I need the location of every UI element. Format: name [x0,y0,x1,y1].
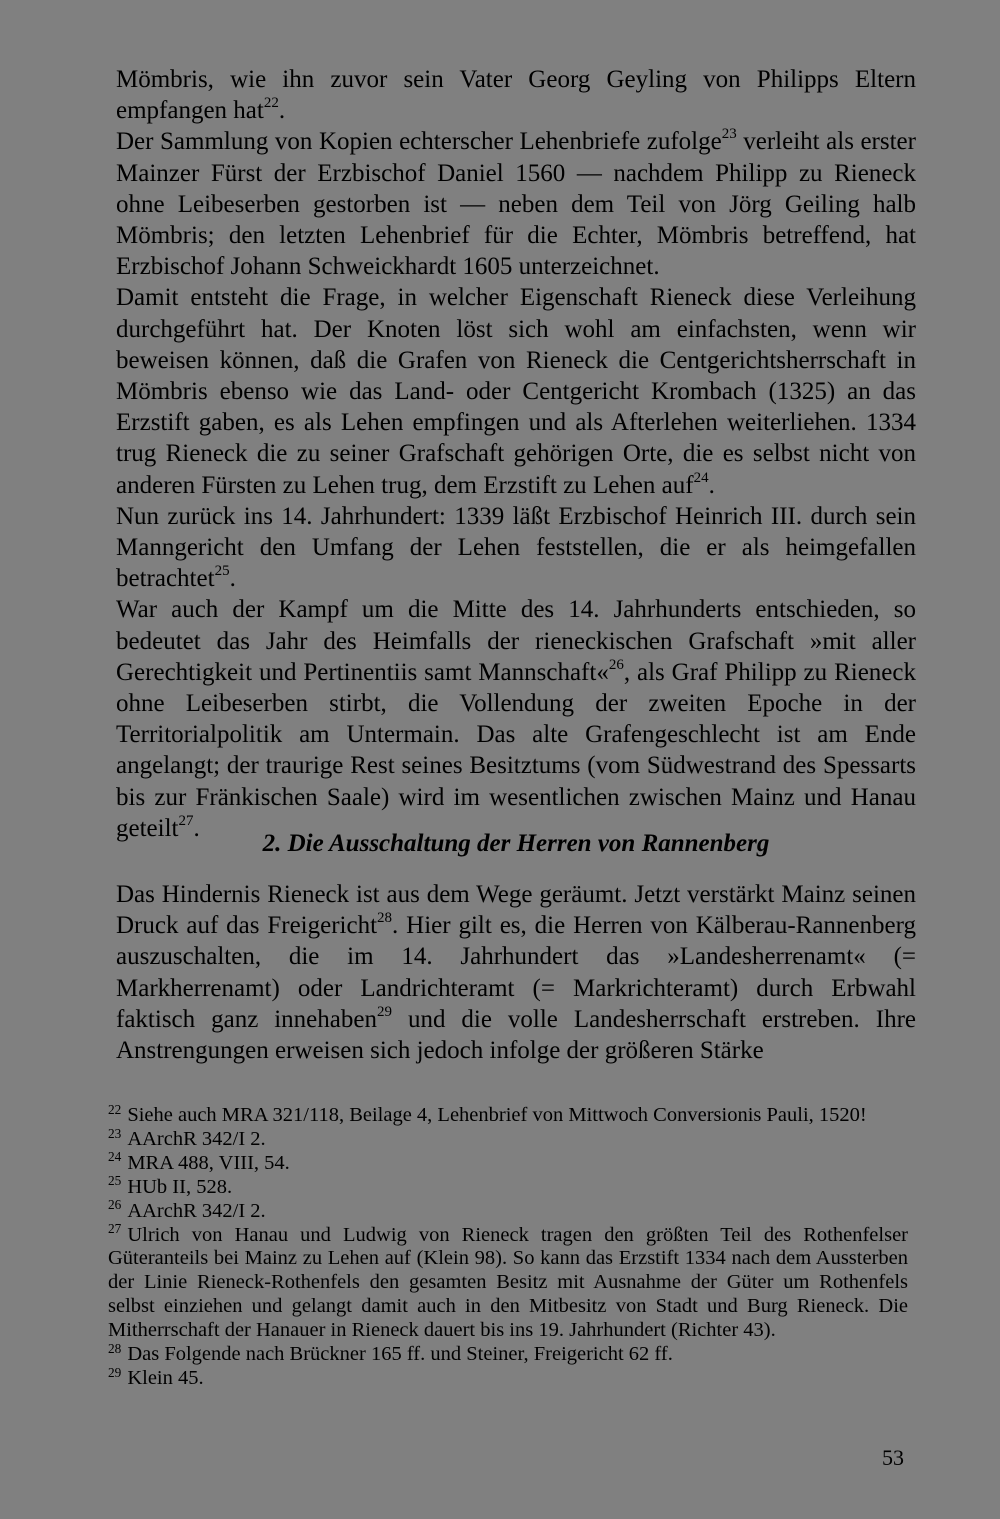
footnote-text: AArchR 342/I 2. [127,1127,266,1150]
footnotes [108,1101,908,1391]
text-segment: . [193,814,200,842]
text-segment: Nun zurück ins 14. Jahrhundert: 1339 läßt Erzbischof Heinrich III. durch sein Manngericht den Umfang der Lehen feststellen, die er als heimgefallen betrachtet [116,502,916,593]
section-heading: 2. Die Ausschaltung der Herren von Rannenberg [262,830,770,857]
footnote-text: AArchR 342/I 2. [127,1199,266,1222]
page-number: 53 [882,1445,904,1470]
footnote-number: 24 [108,1149,122,1165]
footnote [108,1149,908,1176]
text-segment: . [229,565,236,593]
paragraph [116,501,916,595]
text-segment: . Hier gilt es, die Herren von Kälberau-Rannenberg auszuschalten, die im 14. Jahrhundert das »Landesherrenamt« (= Markherrenamt) oder Landrichteramt (= Markrichteramt) durch Erbwahl faktisch ganz innehaben [116,912,916,1033]
body-text-bottom [116,879,916,1066]
paragraph [116,594,916,844]
footnote-number: 27 [108,1221,122,1237]
footnote-number: 22 [108,1101,122,1117]
footnote [108,1340,908,1367]
footnote-ref: 27 [178,812,194,829]
text-segment: War auch der Kampf um die Mitte des 14. Jahrhunderts entschieden, so bedeutet das Jahr des Heimfalls der rieneckischen Grafschaft »mit aller Gerechtigkeit und Pertinentiis samt Mannschaft« [116,596,916,686]
footnote-ref: 26 [608,656,624,673]
footnote [108,1221,908,1344]
footnote-ref: 24 [693,469,709,486]
footnote-text: Das Folgende nach Brückner 165 ff. und Steiner, Freigericht 62 ff. [127,1343,673,1366]
text-segment: Der Sammlung von Kopien echterscher Lehenbriefe zufolge [116,128,722,156]
footnote-number: 25 [108,1173,122,1189]
footnote [108,1173,908,1200]
text-segment: , als Graf Philipp zu Rieneck ohne Leibeserben stirbt, die Vollendung der zweiten Epoche in der Territorialpolitik am Untermain. Das alte Grafengeschlecht ist am Ende angelangt; der traurige Rest seines Besitztums (vom Südwestrand des Spessarts bis zur Fränkischen Saale) wird im wesentlichen zwischen Mainz und Hanau geteilt [116,658,916,842]
paragraph [116,126,916,282]
footnote [108,1125,908,1152]
text-segment: und die volle Landesherrschaft erstreben. Ihre Anstrengungen erweisen sich jedoch infolge der größeren Stärke [116,1005,916,1065]
footnote [108,1364,908,1391]
paragraph [116,64,916,126]
footnote-text: Siehe auch MRA 321/118, Beilage 4, Lehenbrief von Mittwoch Conversionis Pauli, 1520! [127,1104,867,1126]
footnote [108,1101,908,1128]
text-segment: Mömbris, wie ihn zuvor sein Vater Georg Geyling von Philipps Eltern empfangen hat [116,66,916,125]
footnote [108,1197,908,1224]
footnote-text: HUb II, 528. [127,1175,233,1198]
footnote-number: 29 [108,1364,122,1380]
footnote-ref: 25 [214,563,230,579]
footnote-number: 23 [108,1125,122,1141]
text-segment: . [708,471,715,499]
footnote-text: Ulrich von Hanau und Ludwig von Rieneck tragen den größten Teil des Rothenfelser Güteranteils bei Mainz zu Lehen auf (Klein 98). So kann das Erzstift 1334 nach dem Aussterben der Linie Rieneck-Rothenfels den gesamten Besitz mit Ausnahme der Güter um Rothenfels selbst einziehen und gelangt damit auch in den Mitbesitz von Stadt und Burg Rieneck. Die Mitherrschaft der Hanauer in Rieneck dauert bis ins 19. Jahrhundert (Richter 43). [108,1223,908,1342]
footnote-text: Klein 45. [127,1366,204,1389]
body-text-top [116,64,916,844]
footnote-ref: 28 [377,909,393,926]
footnote-ref: 22 [263,94,279,111]
text-segment: Damit entsteht die Frage, in welcher Eigenschaft Rieneck diese Verleihung durchgeführt hat. Der Knoten löst sich wohl am einfachsten, wenn wir beweisen können, daß die Grafen von Rieneck die Centgerichtsherrschaft in Mömbris ebenso wie das Land- oder Centgericht Krombach (1325) an das Erzstift gaben, es als Lehen empfingen und als Afterlehen weiterliehen. 1334 trug Rieneck die zu seiner Grafschaft gehörigen Orte, die es selbst nicht von anderen Fürsten zu Lehen trug, dem Erzstift zu Lehen auf [116,284,916,499]
footnote-number: 26 [108,1197,122,1213]
footnote-text: MRA 488, VIII, 54. [127,1151,290,1174]
text-segment: . [278,97,286,125]
text-segment: verleiht als erster Mainzer Fürst der Erzbischof Daniel 1560 — nachdem Philipp zu Rieneck ohne Leibeserben gestorben ist — neben dem Teil von Jörg Geiling halb Mömbris; den letzten Lehenbrief für die Echter, Mömbris betreffend, hat Erzbischof Johann Schweickhardt 1605 unterzeichnet. [116,128,916,281]
paragraph [116,282,916,500]
footnote-ref: 29 [376,1003,392,1020]
footnote-number: 28 [108,1340,122,1356]
paragraph [116,879,916,1066]
footnote-ref: 23 [721,126,737,143]
text-segment: Das Hindernis Rieneck ist aus dem Wege geräumt. Jetzt verstärkt Mainz seinen Druck auf das Freigericht [116,881,916,940]
